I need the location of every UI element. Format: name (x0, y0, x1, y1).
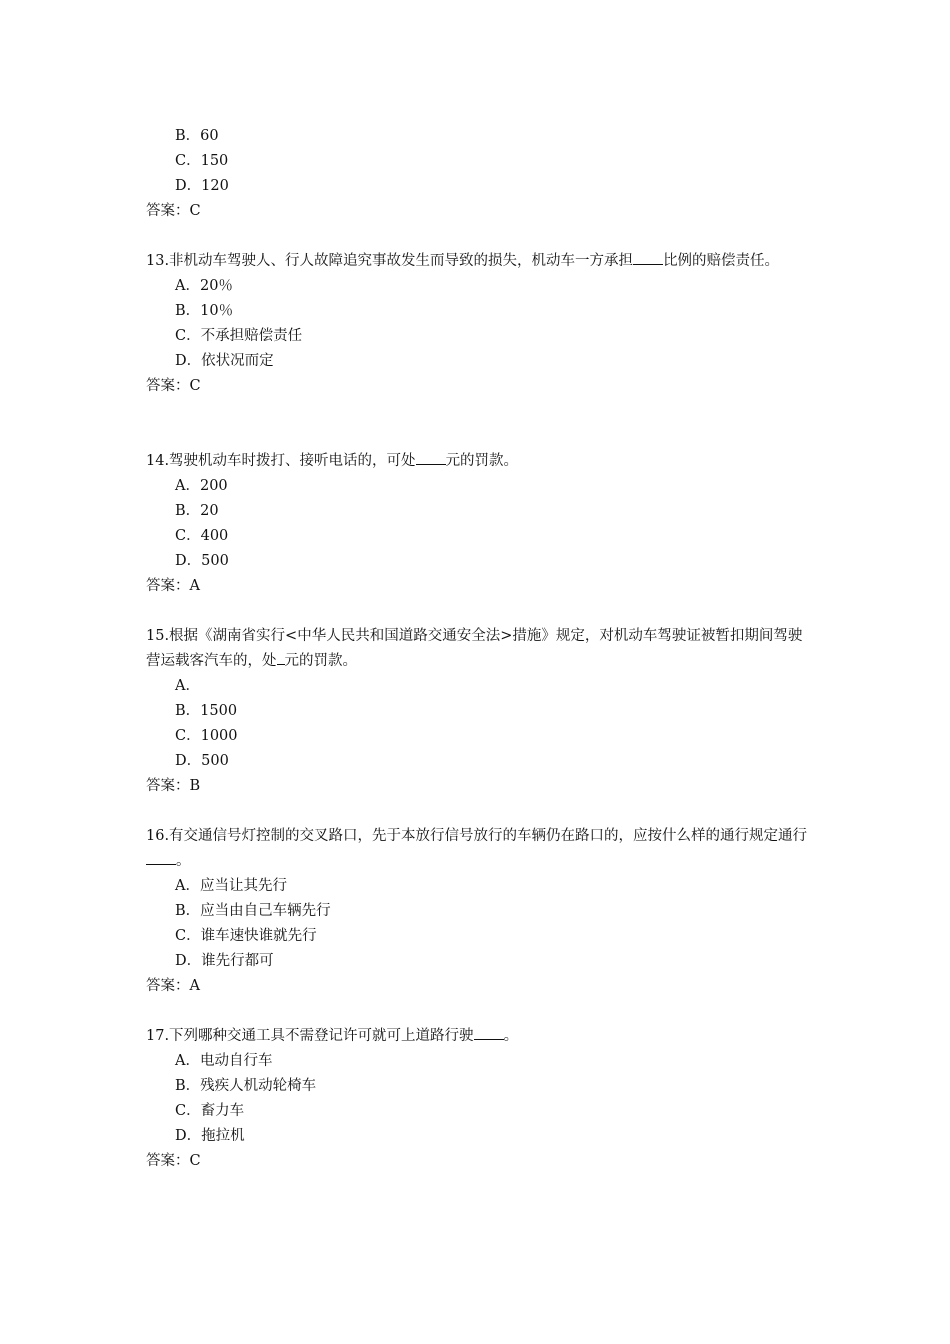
answer-line: 答案：C (146, 378, 201, 394)
option-c: C．1000 (175, 728, 238, 744)
question-text (146, 249, 816, 274)
option-d: D．500 (175, 553, 229, 569)
question-text-after: 元的罚款。 (445, 453, 519, 469)
question-text-before: 14.驾驶机动车时拨打、接听电话的，可处 (146, 453, 416, 469)
option-c: C．谁车速快谁就先行 (175, 928, 317, 944)
option-c: C．不承担赔偿责任 (175, 328, 303, 344)
option-c: C．畜力车 (175, 1103, 245, 1119)
option-b: B．应当由自己车辆先行 (175, 903, 331, 919)
question-12-fragment (146, 124, 816, 224)
option-c: C．400 (175, 528, 229, 544)
question-list (146, 124, 816, 1174)
spacer (146, 399, 816, 449)
question-14 (146, 449, 816, 599)
question-16 (146, 824, 816, 999)
spacer (146, 999, 816, 1024)
question-text-before: 17.下列哪种交通工具不需登记许可就可上道路行驶 (146, 1028, 474, 1044)
fill-blank (474, 1025, 504, 1040)
spacer (146, 799, 816, 824)
question-13 (146, 249, 816, 399)
question-15 (146, 624, 816, 799)
option-d: D．依状况而定 (175, 353, 274, 369)
answer-line: 答案：C (146, 203, 201, 219)
option-d: D．谁先行都可 (175, 953, 274, 969)
fill-blank (277, 650, 285, 665)
question-text (146, 1024, 816, 1049)
question-text-after: 。 (176, 853, 191, 869)
question-text (146, 824, 816, 874)
question-text (146, 624, 816, 674)
option-a: A．应当让其先行 (175, 878, 287, 894)
option-d: D．拖拉机 (175, 1128, 245, 1144)
fill-blank (633, 250, 663, 265)
option-d: D．120 (175, 178, 229, 194)
option-a: A．电动自行车 (175, 1053, 273, 1069)
question-text (146, 449, 816, 474)
option-d: D．500 (175, 753, 229, 769)
option-a: A．20％ (175, 278, 233, 294)
option-b: B．残疾人机动轮椅车 (175, 1078, 317, 1094)
answer-line: 答案：A (146, 978, 200, 994)
answer-line: 答案：A (146, 578, 200, 594)
option-b: B．10％ (175, 303, 234, 319)
option-a: A． (175, 678, 200, 694)
answer-line: 答案：B (146, 778, 201, 794)
spacer (146, 224, 816, 249)
option-a: A．200 (175, 478, 228, 494)
question-text-after: 元的罚款。 (284, 653, 357, 669)
option-b: B．20 (175, 503, 219, 519)
question-text-before: 16.有交通信号灯控制的交叉路口，先于本放行信号放行的车辆仍在路口的，应按什么样的通行规定通行 (146, 828, 808, 844)
answer-line: 答案：C (146, 1153, 201, 1169)
fill-blank (146, 850, 176, 865)
question-text-before: 13.非机动车驾驶人、行人故障追究事故发生而导致的损失，机动车一方承担 (146, 253, 634, 269)
question-text-after: 。 (503, 1028, 519, 1044)
question-text-before: 15.根据《湖南省实行<中华人民共和国道路交通安全法>措施》规定，对机动车驾驶证被暂扣期间驾驶营运载客汽车的，处 (146, 628, 803, 669)
option-b: B．60 (175, 128, 219, 144)
spacer (146, 599, 816, 624)
fill-blank (416, 450, 446, 465)
option-c: C．150 (175, 153, 229, 169)
question-text-after: 比例的赔偿责任。 (663, 253, 780, 269)
question-17 (146, 1024, 816, 1174)
option-b: B．1500 (175, 703, 238, 719)
